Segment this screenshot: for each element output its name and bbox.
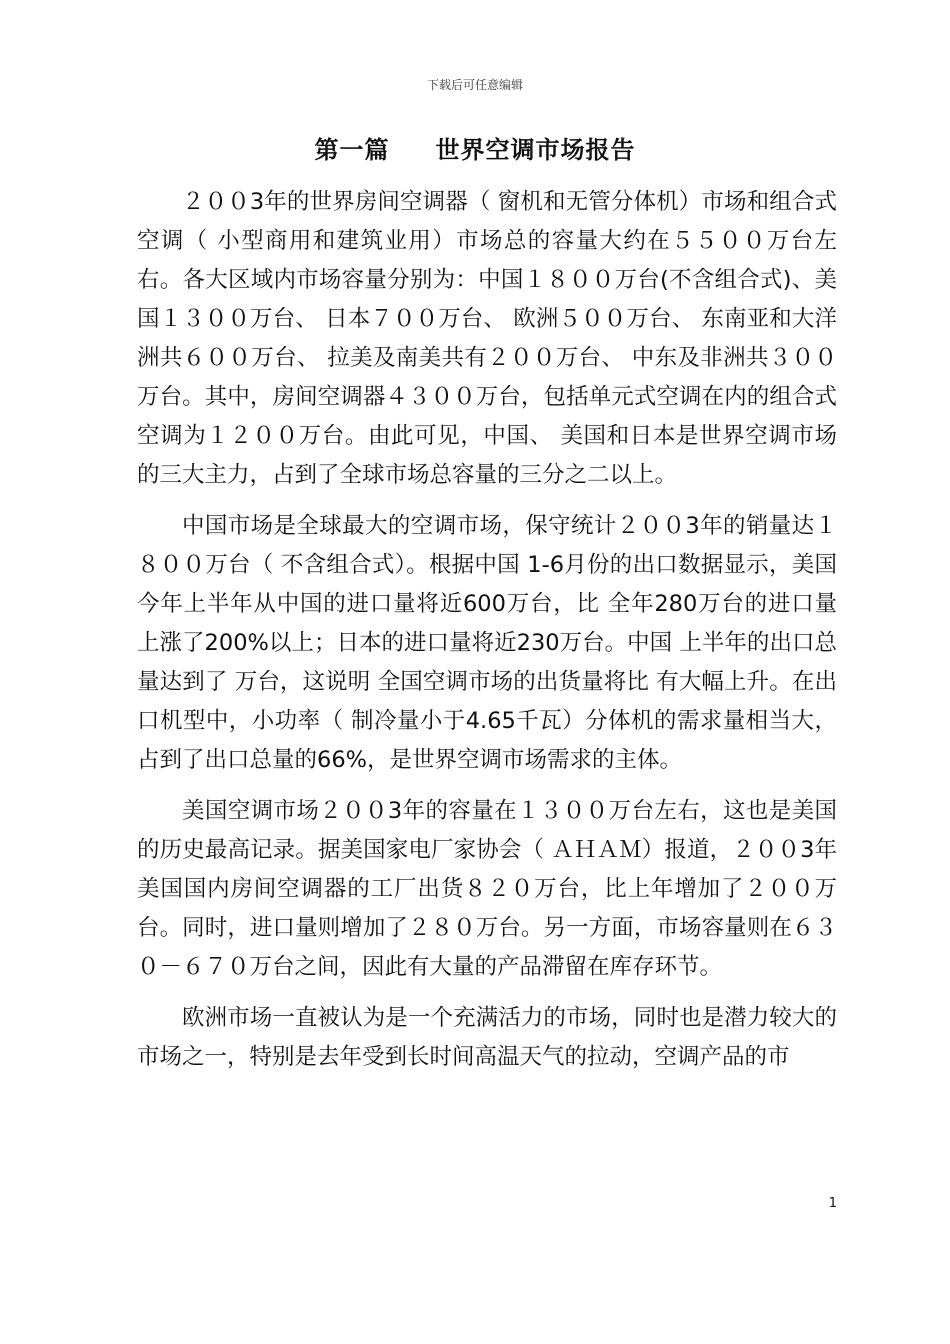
title-main: 世界空调市场报告 [435, 136, 636, 164]
body-text [137, 183, 837, 1089]
header-note: 下载后可任意编辑 [426, 78, 523, 92]
paragraph-europe-market: 欧洲市场一直被认为是一个充满活力的市场，同时也是潜力较大的市场之一，特别是去年受到长时间高温天气的拉动，空调产品的市 [137, 1005, 837, 1070]
page-number: 1 [828, 1196, 837, 1211]
paragraph-china-market: 中国市场是全球最大的空调市场，保守统计２００3年的销量达１８００万台（ 不含组合式）。根据中国 1-6月份的出口数据显示，美国今年上半年从中国的进口量将近600万台，比 全年280万台的进口量上涨了200%以上；日本的进口量将近230万台。中国 上半年的出口总量达到了 万台，这说明 全国空调市场的出货量将比 有大幅上升。在出口机型中，小功率（ 制冷量小于4.65千瓦）分体机的需求量相当大，占到了出口总量的66%，是世界空调市场需求的主体。 [137, 513, 837, 773]
paragraph-world-market: ２００3年的世界房间空调器（ 窗机和无管分体机）市场和组合式空调（ 小型商用和建筑业用）市场总的容量大约在５５００万台左右。各大区域内市场容量分别为：中国１８００万台(不含组合式)、美国１３００万台、 日本７００万台、 欧洲５００万台、 东南亚和大洋洲共６００万台、 拉美及南美共有２００万台、 中东及非洲共３００万台。其中，房间空调器４３００万台，包括单元式空调在内的组合式空调为１２００万台。由此可见，中国、 美国和日本是世界空调市场的三大主力，占到了全球市场总容量的三分之二以上。 [137, 189, 837, 488]
paragraph-us-market: 美国空调市场２００3年的容量在１３００万台左右，这也是美国的历史最高记录。据美国家电厂家协会（ ＡＨＡＭ）报道，２００3年美国国内房间空调器的工厂出货８２０万台，比上年增加了２００万台。同时，进口量则增加了２８０万台。另一方面，市场容量则在６３０－６７０万台之间，因此有大量的产品滞留在库存环节。 [137, 798, 837, 980]
page-title [0, 130, 950, 165]
title-part: 第一篇 [314, 136, 390, 164]
